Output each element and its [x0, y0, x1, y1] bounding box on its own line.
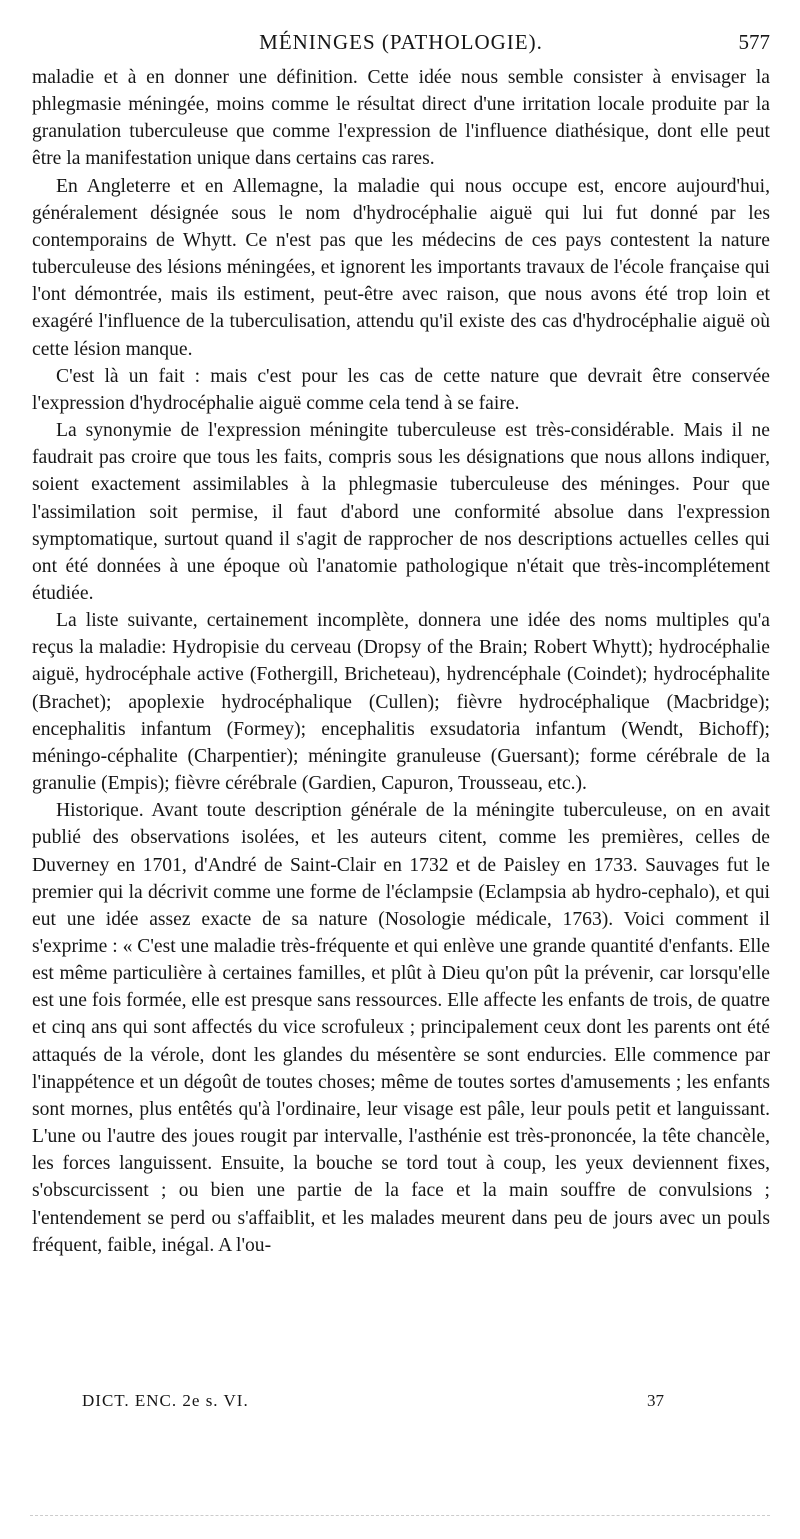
body-text	[32, 64, 770, 1259]
page-footer	[32, 1391, 770, 1415]
printer-signature: DICT. ENC. 2e s. VI.	[82, 1391, 249, 1410]
running-header	[32, 30, 770, 60]
sheet-number: 37	[647, 1391, 664, 1410]
paragraph-liste-noms: La liste suivante, certainement incomplète, donnera une idée des noms multiples qu'a reçus la maladie: Hydropisie du cerveau (Dropsy of the Brain; Robert Whytt); hydrocéphalie aiguë, hydrocéphale active (Fothergill, Bricheteau), hydrencéphale (Coindet); hydrocéphalite (Brachet); apoplexie hydrocéphalique (Cullen); fièvre hydrocéphalique (Macbridge); encephalitis infantum (Formey); encephalitis exsudatoria infantum (Wendt, Bichoff); méningo-céphalite (Charpentier); méningite granuleuse (Guersant); forme cérébrale de la granulie (Empis); fièvre cérébrale (Gardien, Capuron, Trousseau, etc.).	[32, 610, 770, 795]
page-number: 577	[738, 30, 770, 54]
scan-artifact-divider	[30, 1515, 770, 1520]
paragraph-hydrocephalie: En Angleterre et en Allemagne, la maladie qui nous occupe est, encore aujourd'hui, généralement désignée sous le nom d'hydrocéphalie aiguë qui lui fut donné par les contemporains de Whytt. Ce n'est pas que les médecins de ces pays contestent la nature tuberculeuse des lésions méningées, et ignorent les importants travaux de l'école française qui l'ont démontrée, mais ils estiment, peut-être avec raison, que nous avons été trop loin et exagéré l'influence de la tuberculisation, attendu qu'il existe des cas d'hydrocéphalie aiguë où cette lésion manque.	[32, 175, 770, 360]
paragraph-fait: C'est là un fait : mais c'est pour les cas de cette nature que devrait être conservée l'expression d'hydrocéphalie aiguë comme cela tend à se faire.	[32, 365, 770, 414]
paragraph-historique: Historique. Avant toute description générale de la méningite tuberculeuse, on en avait publié des observations isolées, et les auteurs citent, comme les premières, celles de Duverney en 1701, d'André de Saint-Clair en 1732 et de Paisley en 1733. Sauvages fut le premier qui la décrivit comme une forme de l'éclampsie (Eclampsia ab hydro-cephalo), et qui eut une idée assez exacte de sa nature (Nosologie médicale, 1763). Voici comment il s'exprime : « C'est une maladie très-fréquente et qui enlève une grande quantité d'enfants. Elle est même particulière à certaines familles, et plût à Dieu qu'on pût la prévenir, car lorsqu'elle est une fois formée, elle est presque sans ressources. Elle affecte les enfants de trois, de quatre et cinq ans qui sont affectés du vice scrofuleux ; principalement ceux dont les parents ont été attaqués de la vérole, dont les glandes du mésentère se sont endurcies. Elle commence par l'inappétence et un dégoût de toutes choses; même de toutes sortes d'amusements ; les enfants sont mornes, plus entêtés qu'à l'ordinaire, leur visage est pâle, leur pouls petit et languissant. L'une ou l'autre des joues rougit par intervalle, l'asthénie est très-prononcée, la tête chancèle, les forces languissent. Ensuite, la bouche se tord tout à coup, les yeux deviennent fixes, s'obscurcissent ; ou bien une partie de la face et la main souffre de convulsions ; l'entendement se perd ou s'affaiblit, et les malades meurent dans peu de jours avec un pouls fréquent, faible, inégal. A l'ou-	[32, 800, 771, 1256]
paragraph-synonymie: La synonymie de l'expression méningite tuberculeuse est très-considérable. Mais il ne faudrait pas croire que tous les faits, compris sous les désignations que nous allons indiquer, soient exactement assimilables à la phlegmasie tuberculeuse des méninges. Pour que l'assimilation soit permise, il faut d'abord une conformité absolue dans l'expression symptomatique, surtout quand il s'agit de rapprocher de nos descriptions actuelles celles qui ont été données à une époque où l'anatomie pathologique n'était que très-incomplétement étudiée.	[32, 420, 770, 604]
paragraph-continuation: maladie et à en donner une définition. Cette idée nous semble consister à envisager la phlegmasie méningée, moins comme le résultat direct d'une irritation locale produite par la granulation tuberculeuse que comme l'expression de l'influence diathésique, dont elle peut être la manifestation unique dans certains cas rares.	[32, 67, 770, 170]
running-title: MÉNINGES (PATHOLOGIE).	[259, 30, 543, 54]
